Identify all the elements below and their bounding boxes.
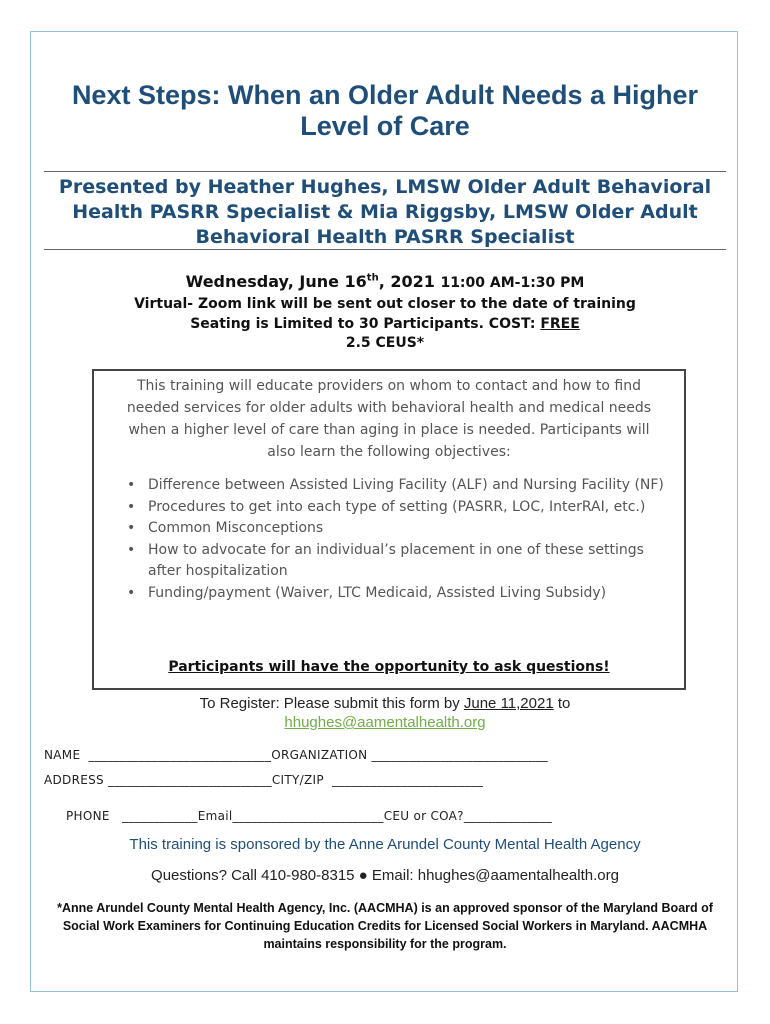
bottom-divider	[44, 249, 726, 250]
bullet-icon: •	[127, 477, 136, 493]
objective-text: Common Misconceptions	[148, 520, 324, 536]
cost-value: FREE	[540, 316, 580, 332]
bullet-icon: •	[127, 541, 136, 558]
bullet-icon: •	[127, 498, 136, 515]
form-row-address-city[interactable]: ADDRESS __________________________CITY/ZIP ________________________	[44, 773, 484, 787]
objective-item	[120, 540, 680, 583]
date-year: , 2021	[378, 272, 441, 291]
virtual-note: Virtual- Zoom link will be sent out closer to the date of training	[134, 296, 636, 312]
register-to: to	[553, 695, 571, 712]
objective-item	[120, 583, 680, 605]
sponsor-line: This training is sponsored by the Anne Arundel County Mental Health Agency	[129, 836, 641, 853]
objective-text: Procedures to get into each type of setting (PASRR, LOC, InterRAI, etc.)	[148, 498, 646, 515]
top-divider	[44, 171, 726, 172]
objective-text: Funding/payment (Waiver, LTC Medicaid, Assisted Living Subsidy)	[148, 584, 607, 601]
questions-note: Participants will have the opportunity to ask questions!	[168, 659, 610, 675]
bullet-icon: •	[127, 584, 136, 601]
ceu-disclaimer: *Anne Arundel County Mental Health Agency, Inc. (AACMHA) is an approved sponsor of the Maryland Board of Social Work Examiners for Continuing Education Credits for Licensed Social Workers in Maryland. AACMHA maintains responsibility for the program.	[57, 901, 713, 951]
event-date	[44, 272, 726, 291]
objectives-list	[120, 475, 680, 604]
register-instructions	[44, 694, 726, 732]
contact-line: Questions? Call 410-980-8315 ● Email: hhughes@aamentalhealth.org	[151, 867, 619, 884]
seating-text: Seating is Limited to 30 Participants. COST:	[190, 316, 541, 332]
form-row-phone-email-ceu[interactable]: PHONE ____________Email________________________CEU or COA?______________	[66, 809, 553, 823]
register-email-link[interactable]: hhughes@aamentalhealth.org	[284, 714, 486, 731]
training-description-box	[92, 369, 686, 690]
seating-line	[44, 316, 726, 332]
register-text: To Register: Please submit this form by	[199, 695, 464, 712]
date-text: Wednesday, June 16	[185, 272, 367, 291]
objective-item	[120, 497, 680, 519]
event-time: 11:00 AM-1:30 PM	[440, 275, 585, 291]
date-ordinal: th	[366, 272, 379, 284]
register-deadline: June 11,2021	[463, 695, 554, 712]
training-intro: This training will educate providers on whom to contact and how to find needed services for older adults with behavioral health and medical needs when a higher level of care than aging in place is needed. Participants will also learn the following objectives:	[126, 378, 652, 460]
form-row-name-organization[interactable]: NAME _____________________________ORGANIZATION ____________________________	[44, 748, 548, 762]
objective-item	[120, 475, 680, 497]
objective-item	[120, 518, 680, 540]
bullet-icon: •	[127, 520, 136, 536]
objective-text: How to advocate for an individual’s placement in one of these settings after hospitalization	[148, 541, 644, 579]
flyer-title: Next Steps: When an Older Adult Needs a Higher Level of Care	[71, 80, 699, 141]
presenters-line: Presented by Heather Hughes, LMSW Older Adult Behavioral Health PASRR Specialist & Mia Riggsby, LMSW Older Adult Behavioral Health PASRR Specialist	[58, 176, 712, 248]
ceus-line: 2.5 CEUS*	[345, 335, 425, 351]
objective-text: Difference between Assisted Living Facility (ALF) and Nursing Facility (NF)	[148, 477, 664, 493]
